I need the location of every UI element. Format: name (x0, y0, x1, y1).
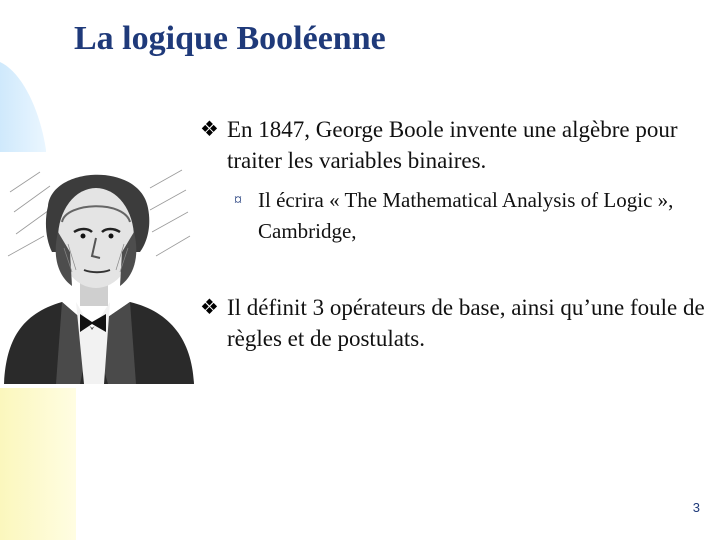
slide-title: La logique Booléenne (74, 20, 386, 57)
george-boole-portrait (0, 152, 196, 384)
bullet-text: En 1847, George Boole invente une algèbre pour traiter les variables binaires. (227, 117, 678, 173)
currency-bullet-icon: ¤ (234, 192, 242, 209)
bullet-boole-1847 (200, 114, 710, 176)
diamond-bullet-icon: ❖ (200, 117, 219, 141)
sub-bullet-mathematical-analysis (200, 185, 710, 247)
slide-content (200, 114, 710, 354)
diamond-bullet-icon: ❖ (200, 295, 219, 319)
yellow-band-shape (0, 388, 76, 540)
bullet-text: Il définit 3 opérateurs de base, ainsi qu’une foule de règles et de postulats. (227, 295, 705, 351)
page-number: 3 (692, 500, 700, 515)
bullet-operators (200, 292, 710, 354)
sub-bullet-text: Il écrira « The Mathematical Analysis of Logic », Cambridge, (258, 188, 674, 243)
